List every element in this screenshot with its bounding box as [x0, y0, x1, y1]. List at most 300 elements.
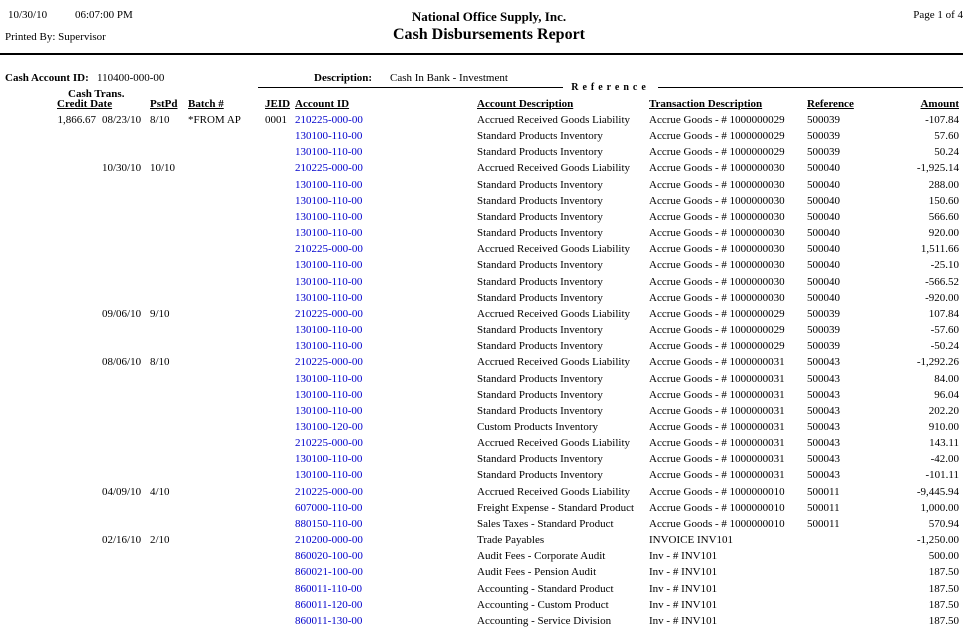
cell-account-id[interactable]: 130100-110-00 [295, 259, 363, 272]
cell-pstpd: 9/10 [150, 307, 170, 320]
cell-account-desc: Accrued Received Goods Liability [477, 307, 631, 320]
cell-amount: -107.84 [925, 114, 959, 126]
cell-batch [186, 613, 263, 629]
cell-account-id[interactable]: 130100-110-00 [295, 453, 363, 466]
cell-trans-desc: Accrue Goods - # 1000000030 [649, 210, 785, 223]
cell-trans-desc: Accrue Goods - # 1000000031 [649, 388, 785, 401]
cell-account-id[interactable]: 210225-000-00 [295, 114, 363, 126]
cell-jeid [263, 322, 293, 338]
cell-credit [5, 354, 100, 370]
cell-jeid [263, 516, 293, 532]
cell-jeid [263, 419, 293, 435]
cell-account-id[interactable]: 130100-110-00 [295, 146, 363, 159]
cell-date [100, 225, 148, 241]
cell-jeid [263, 451, 293, 467]
company-name: National Office Supply, Inc. [411, 9, 567, 24]
cell-credit [5, 403, 100, 419]
cell-reference [805, 613, 873, 629]
cell-reference: 500043 [807, 404, 840, 417]
cell-pstpd [148, 500, 186, 516]
cell-credit [5, 419, 100, 435]
cell-jeid [263, 435, 293, 451]
cell-pstpd [148, 371, 186, 387]
cell-pstpd: 8/10 [150, 114, 170, 126]
divider-line [658, 87, 963, 88]
cell-amount: 1,511.66 [920, 243, 959, 256]
cell-jeid [263, 128, 293, 144]
cell-batch [186, 467, 263, 483]
cell-account-id[interactable]: 130100-110-00 [295, 469, 363, 482]
cell-jeid [263, 403, 293, 419]
cell-account-id[interactable]: 860011-130-00 [295, 614, 363, 627]
cell-trans-desc: Accrue Goods - # 1000000031 [649, 453, 785, 466]
cell-credit [5, 484, 100, 500]
cell-date [100, 144, 148, 160]
reference-section-divider [258, 82, 963, 93]
cell-credit [5, 532, 100, 548]
cell-trans-desc: Inv - # INV101 [649, 598, 718, 611]
cell-pstpd: 8/10 [150, 356, 170, 369]
table-row [5, 322, 963, 338]
cell-date [100, 209, 148, 225]
cell-pstpd [148, 128, 186, 144]
table-row [5, 419, 963, 435]
cell-pstpd [148, 338, 186, 354]
cell-jeid [263, 209, 293, 225]
cell-batch [186, 193, 263, 209]
cell-account-id[interactable]: 210225-000-00 [295, 243, 363, 256]
cell-reference: 500040 [807, 194, 840, 207]
cell-account-desc: Accounting - Custom Product [477, 598, 609, 611]
cell-account-id[interactable]: 130100-110-00 [295, 210, 363, 223]
cell-account-id[interactable]: 130100-110-00 [295, 130, 363, 143]
cell-trans-desc: Accrue Goods - # 1000000010 [649, 517, 785, 530]
cell-jeid [263, 564, 293, 580]
cell-batch [186, 371, 263, 387]
cell-pstpd [148, 451, 186, 467]
cell-date: 09/06/10 [102, 307, 142, 320]
cash-account-id-label: Cash Account ID: [5, 72, 89, 84]
cell-account-id[interactable]: 880150-110-00 [295, 517, 363, 530]
cell-batch [186, 597, 263, 613]
cell-batch [186, 225, 263, 241]
cell-date [100, 467, 148, 483]
cell-trans-desc: Accrue Goods - # 1000000029 [649, 130, 785, 143]
cell-amount: -1,292.26 [916, 356, 959, 369]
cell-reference: 500040 [807, 259, 840, 272]
cell-trans-desc: Accrue Goods - # 1000000029 [649, 340, 785, 353]
cell-batch: *FROM AP [188, 114, 241, 126]
cell-reference: 500040 [807, 210, 840, 223]
cell-credit [5, 516, 100, 532]
cell-credit [5, 371, 100, 387]
cell-batch [186, 451, 263, 467]
cell-date: 02/16/10 [102, 534, 142, 547]
cell-credit [5, 144, 100, 160]
cell-credit [5, 209, 100, 225]
table-row [5, 532, 963, 548]
cell-amount: 500.00 [928, 550, 959, 563]
cell-amount: -1,925.14 [916, 162, 959, 175]
cell-account-desc: Accrued Received Goods Liability [477, 485, 631, 498]
cell-date [100, 257, 148, 273]
cell-date [100, 274, 148, 290]
cell-reference [805, 597, 873, 613]
cell-batch [186, 322, 263, 338]
cell-account-desc: Standard Products Inventory [477, 194, 603, 207]
cell-pstpd [148, 322, 186, 338]
cell-jeid [263, 177, 293, 193]
cell-date [100, 387, 148, 403]
cell-pstpd [148, 516, 186, 532]
cell-account-desc: Accrued Received Goods Liability [477, 356, 631, 369]
cell-account-id[interactable]: 130100-110-00 [295, 275, 363, 288]
cell-pstpd [148, 564, 186, 580]
cell-trans-desc: Accrue Goods - # 1000000010 [649, 501, 785, 514]
cell-date [100, 548, 148, 564]
cell-account-id[interactable]: 130100-110-00 [295, 372, 363, 385]
cell-trans-desc: Accrue Goods - # 1000000031 [649, 372, 785, 385]
cell-amount: -920.00 [925, 291, 959, 304]
cell-reference: 500039 [807, 307, 840, 320]
table-row [5, 613, 963, 629]
cell-pstpd [148, 387, 186, 403]
column-header-amount: Amount [920, 98, 959, 110]
cell-account-desc: Standard Products Inventory [477, 291, 603, 304]
printed-by-label: Printed By: [5, 31, 56, 43]
table-row [5, 209, 963, 225]
table-row [5, 144, 963, 160]
cell-jeid [263, 274, 293, 290]
cell-date [100, 177, 148, 193]
cell-credit [5, 257, 100, 273]
cell-pstpd [148, 209, 186, 225]
cell-reference: 500040 [807, 243, 840, 256]
cell-batch [186, 241, 263, 257]
table-row [5, 451, 963, 467]
cell-trans-desc: Accrue Goods - # 1000000030 [649, 194, 785, 207]
cell-date: 04/09/10 [102, 485, 142, 498]
cell-account-desc: Accounting - Service Division [477, 614, 612, 627]
cell-account-id[interactable]: 210225-000-00 [295, 437, 363, 450]
cell-date: 10/30/10 [102, 162, 142, 175]
cell-account-desc: Standard Products Inventory [477, 324, 603, 337]
cell-amount: 910.00 [928, 420, 959, 433]
cell-date: 08/23/10 [102, 114, 142, 126]
table-row [5, 338, 963, 354]
cell-jeid [263, 225, 293, 241]
cell-account-desc: Freight Expense - Standard Product [477, 501, 635, 514]
cell-account-id[interactable]: 130100-110-00 [295, 227, 363, 240]
cell-trans-desc: Inv - # INV101 [649, 550, 718, 563]
cell-account-desc: Standard Products Inventory [477, 227, 603, 240]
cell-trans-desc: Accrue Goods - # 1000000030 [649, 275, 785, 288]
cell-credit [5, 597, 100, 613]
cell-reference: 500043 [807, 420, 840, 433]
column-header-reference: Reference [807, 98, 854, 110]
cell-account-desc: Standard Products Inventory [477, 404, 603, 417]
cell-account-id[interactable]: 860020-100-00 [295, 550, 363, 563]
cell-batch [186, 177, 263, 193]
cell-account-id[interactable]: 210225-000-00 [295, 356, 363, 369]
cell-account-id[interactable]: 130100-110-00 [295, 404, 363, 417]
cell-reference: 500043 [807, 388, 840, 401]
cell-credit [5, 225, 100, 241]
cell-batch [186, 209, 263, 225]
cell-trans-desc: Inv - # INV101 [649, 566, 718, 579]
cell-date [100, 371, 148, 387]
cell-trans-desc: Accrue Goods - # 1000000029 [649, 114, 785, 126]
cell-pstpd [148, 257, 186, 273]
cell-jeid [263, 387, 293, 403]
cell-account-id[interactable]: 860011-110-00 [295, 582, 363, 595]
cell-account-id[interactable]: 210225-000-00 [295, 485, 363, 498]
cell-account-desc: Accrued Received Goods Liability [477, 114, 631, 126]
cell-jeid [263, 290, 293, 306]
cell-reference: 500040 [807, 291, 840, 304]
cell-amount: 84.00 [934, 372, 959, 385]
cell-amount: 1,000.00 [920, 501, 959, 514]
cell-jeid: 0001 [265, 114, 287, 126]
table-row [5, 403, 963, 419]
cell-date [100, 516, 148, 532]
cell-reference [805, 532, 873, 548]
cell-credit [5, 241, 100, 257]
cell-jeid [263, 371, 293, 387]
cell-reference: 500040 [807, 162, 840, 175]
cell-account-id[interactable]: 210225-000-00 [295, 307, 363, 320]
cell-account-id[interactable]: 130100-110-00 [295, 324, 363, 337]
cell-trans-desc: Accrue Goods - # 1000000030 [649, 178, 785, 191]
print-date: 10/30/10 [8, 9, 48, 21]
cell-date: 08/06/10 [102, 356, 142, 369]
cell-pstpd [148, 581, 186, 597]
cell-batch [186, 306, 263, 322]
cell-reference: 500043 [807, 453, 840, 466]
cell-date [100, 500, 148, 516]
table-row [5, 467, 963, 483]
cell-jeid [263, 548, 293, 564]
cell-date [100, 241, 148, 257]
table-row [5, 257, 963, 273]
cell-batch [186, 160, 263, 176]
table-row [5, 225, 963, 241]
cell-pstpd [148, 419, 186, 435]
divider-line [258, 87, 563, 88]
cell-jeid [263, 467, 293, 483]
cell-account-desc: Accrued Received Goods Liability [477, 243, 631, 256]
cell-batch [186, 435, 263, 451]
column-header-account-id: Account ID [295, 98, 350, 110]
report-title: Cash Disbursements Report [393, 26, 585, 43]
cell-credit [5, 451, 100, 467]
cell-reference: 500040 [807, 178, 840, 191]
cell-pstpd [148, 193, 186, 209]
cell-trans-desc: Accrue Goods - # 1000000030 [649, 291, 785, 304]
cell-reference: 500040 [807, 275, 840, 288]
cell-batch [186, 516, 263, 532]
column-header-pstpd: PstPd [150, 98, 178, 110]
cell-account-desc: Standard Products Inventory [477, 275, 603, 288]
cell-trans-desc: Accrue Goods - # 1000000030 [649, 259, 785, 272]
table-row [5, 193, 963, 209]
cell-trans-desc: Accrue Goods - # 1000000010 [649, 485, 785, 498]
cell-account-id[interactable]: 860011-120-00 [295, 598, 363, 611]
header-divider [0, 53, 963, 55]
cell-account-id[interactable]: 130100-120-00 [295, 420, 363, 433]
description-label: Description: [314, 72, 373, 84]
cell-credit [5, 564, 100, 580]
cell-account-id[interactable]: 210200-000-00 [295, 534, 363, 547]
cell-jeid [263, 144, 293, 160]
cell-credit [5, 548, 100, 564]
cell-account-id[interactable]: 130100-110-00 [295, 291, 363, 304]
cell-reference: 500039 [807, 324, 840, 337]
cell-credit [5, 177, 100, 193]
cell-amount: 57.60 [934, 130, 959, 143]
cell-account-desc: Trade Payables [477, 534, 545, 547]
cell-date [100, 597, 148, 613]
cell-account-desc: Custom Products Inventory [477, 420, 598, 433]
table-row [5, 500, 963, 516]
table-row [5, 241, 963, 257]
cell-credit [5, 290, 100, 306]
cell-trans-desc: Accrue Goods - # 1000000030 [649, 227, 785, 240]
cell-amount: -50.24 [930, 340, 959, 353]
table-row [5, 290, 963, 306]
table-row [5, 112, 963, 128]
cell-amount: 187.50 [928, 582, 959, 595]
cell-reference: 500043 [807, 356, 840, 369]
cell-amount: 920.00 [928, 227, 959, 240]
cell-account-id[interactable]: 130100-110-00 [295, 194, 363, 207]
description-value: Cash In Bank - Investment [390, 72, 508, 84]
cell-account-desc: Standard Products Inventory [477, 453, 603, 466]
table-row [5, 435, 963, 451]
cell-trans-desc: Accrue Goods - # 1000000030 [649, 162, 785, 175]
cell-account-id[interactable]: 130100-110-00 [295, 388, 363, 401]
cell-reference: 500011 [807, 517, 840, 530]
cell-trans-desc: Accrue Goods - # 1000000029 [649, 146, 785, 159]
cell-reference [805, 581, 873, 597]
cell-pstpd: 2/10 [150, 534, 170, 547]
cell-account-desc: Standard Products Inventory [477, 146, 603, 159]
cell-account-desc: Accrued Received Goods Liability [477, 437, 631, 450]
cell-batch [186, 128, 263, 144]
cell-credit [5, 467, 100, 483]
cell-date [100, 451, 148, 467]
cell-batch [186, 257, 263, 273]
cell-pstpd [148, 177, 186, 193]
cell-amount: 143.11 [929, 437, 959, 450]
cell-amount: 570.94 [928, 517, 959, 530]
cell-batch [186, 290, 263, 306]
cell-account-desc: Sales Taxes - Standard Product [477, 517, 614, 530]
cell-reference: 500039 [807, 114, 840, 126]
cell-reference: 500039 [807, 340, 840, 353]
cell-jeid [263, 354, 293, 370]
column-header-transaction-description: Transaction Description [649, 98, 763, 110]
cell-credit [5, 338, 100, 354]
cell-batch [186, 500, 263, 516]
cell-account-id[interactable]: 607000-110-00 [295, 501, 363, 514]
cell-account-id[interactable]: 130100-110-00 [295, 340, 363, 353]
printed-by-value: Supervisor [58, 31, 106, 43]
cell-account-id[interactable]: 130100-110-00 [295, 178, 363, 191]
table-row [5, 387, 963, 403]
cell-account-id[interactable]: 860021-100-00 [295, 566, 363, 579]
cell-account-desc: Accounting - Standard Product [477, 582, 614, 595]
cell-trans-desc: Accrue Goods - # 1000000031 [649, 404, 785, 417]
cell-batch [186, 274, 263, 290]
cell-reference [805, 564, 873, 580]
cell-date [100, 322, 148, 338]
cell-account-id[interactable]: 210225-000-00 [295, 162, 363, 175]
cell-credit [5, 387, 100, 403]
cell-pstpd [148, 225, 186, 241]
cell-account-desc: Standard Products Inventory [477, 259, 603, 272]
cell-amount: 288.00 [928, 178, 959, 191]
table-row [5, 177, 963, 193]
cell-pstpd [148, 290, 186, 306]
cell-date [100, 613, 148, 629]
cell-batch [186, 338, 263, 354]
cash-trans-group-header: Cash Trans. [68, 88, 125, 100]
table-row [5, 354, 963, 370]
cell-amount: 96.04 [934, 388, 959, 401]
cell-batch [186, 532, 263, 548]
cell-jeid [263, 597, 293, 613]
cell-batch [186, 581, 263, 597]
cell-trans-desc: Accrue Goods - # 1000000031 [649, 469, 785, 482]
cell-credit [5, 160, 100, 176]
cell-amount: 202.20 [928, 404, 959, 417]
cell-account-desc: Audit Fees - Pension Audit [477, 566, 597, 579]
cell-account-desc: Standard Products Inventory [477, 130, 603, 143]
cell-credit [5, 613, 100, 629]
cell-batch [186, 144, 263, 160]
cash-account-id-value: 110400-000-00 [97, 72, 165, 84]
table-body [5, 112, 963, 629]
cell-pstpd [148, 241, 186, 257]
table-row [5, 564, 963, 580]
cell-jeid [263, 306, 293, 322]
cell-amount: 187.50 [928, 566, 959, 579]
cell-batch [186, 419, 263, 435]
cell-date [100, 403, 148, 419]
cell-pstpd [148, 144, 186, 160]
cell-reference: 500039 [807, 146, 840, 159]
cell-date [100, 581, 148, 597]
cell-reference: 500011 [807, 501, 840, 514]
cell-account-desc: Standard Products Inventory [477, 469, 603, 482]
cell-reference: 500011 [807, 485, 840, 498]
cell-amount: 107.84 [928, 307, 959, 320]
cell-account-desc: Standard Products Inventory [477, 372, 603, 385]
cell-trans-desc: Accrue Goods - # 1000000029 [649, 324, 785, 337]
cell-batch [186, 354, 263, 370]
column-header-jeid: JEID [265, 98, 291, 110]
cell-account-desc: Audit Fees - Corporate Audit [477, 550, 606, 563]
cell-pstpd [148, 274, 186, 290]
cell-account-desc: Standard Products Inventory [477, 340, 603, 353]
print-time: 06:07:00 PM [75, 9, 133, 21]
cell-amount: -1,250.00 [916, 534, 959, 547]
reference-section-label: Reference [571, 82, 650, 93]
cell-date [100, 435, 148, 451]
cell-jeid [263, 160, 293, 176]
cell-credit: 1,866.67 [57, 114, 96, 126]
